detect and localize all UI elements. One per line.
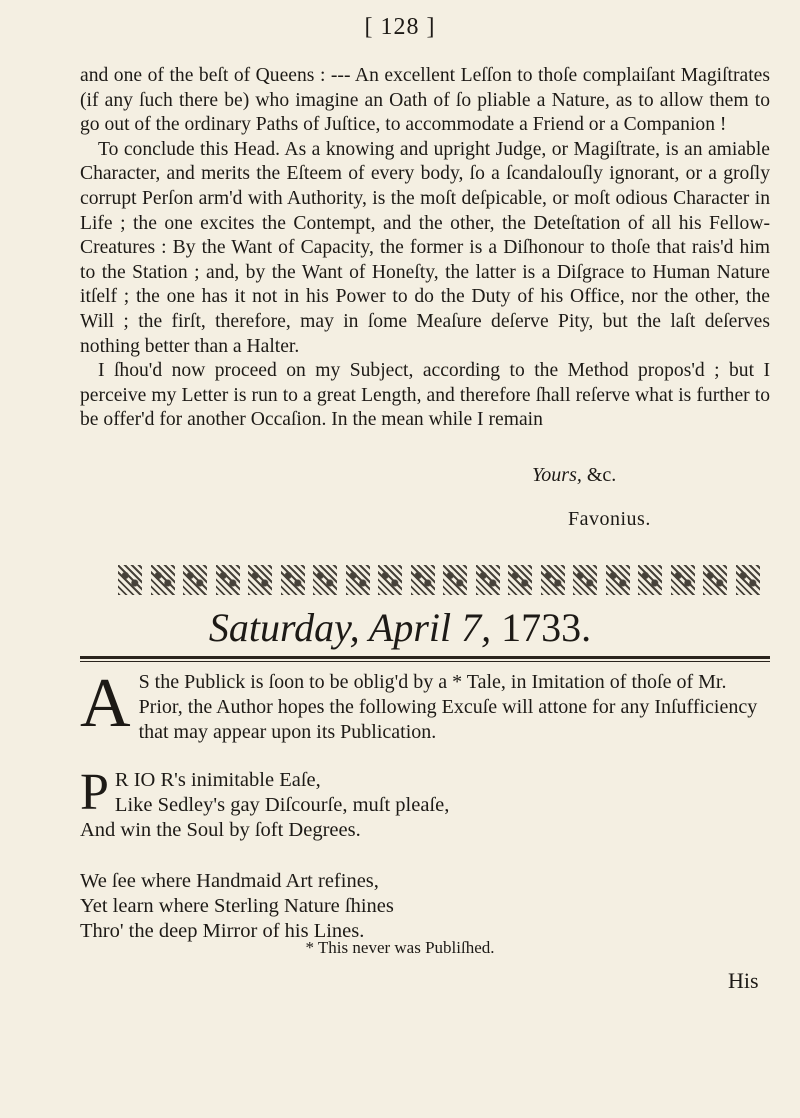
signoff-yours-text: Yours, bbox=[532, 464, 582, 486]
ornament-unit bbox=[378, 565, 402, 595]
paragraph-2: To conclude this Head. As a knowing and upright Judge, or Magiſtrate, is an amiable Character, and merits the Eſteem of every body, ſo a ſcandalouſly ignorant, or a groſly corrupt Perſon arm'd with Authority, is the moſt deſpicable, or moſt odious Character in Life ; the one excites the Contempt, and the other, the Deteſtation of all his Fellow-Creatures : By the Want of Capacity, the former is a Diſhonour to thoſe that rais'd him to the Station ; and, by the Want of Honeſty, the latter is a Diſgrace to Human Nature itſelf ; the one has it not in his Power to do the Duty of his Office, nor the other, the Will ; the firſt, therefore, may in ſome Meaſure deſerve Pity, but the laſt deſerves nothing better than a Halter. bbox=[80, 138, 770, 357]
ornament-unit bbox=[118, 565, 142, 595]
ornament-unit bbox=[638, 565, 662, 595]
signoff-yours bbox=[532, 464, 616, 487]
verse-line: Yet learn where Sterling Nature ſhines bbox=[80, 895, 394, 917]
ornament-unit bbox=[671, 565, 695, 595]
ornament-unit bbox=[281, 565, 305, 595]
verse-stanza-2 bbox=[80, 869, 770, 944]
ornament-unit bbox=[476, 565, 500, 595]
verse-dropcap: P bbox=[80, 764, 109, 821]
divider-rule bbox=[80, 656, 770, 659]
paragraph-3: I ſhou'd now proceed on my Subject, according to the Method propos'd ; but I perceive my Letter is run to a great Length, and therefore ſhall reſerve what is further to be offer'd for another Occaſion. In the mean while I remain bbox=[80, 360, 770, 431]
date-heading bbox=[0, 604, 800, 651]
date-heading-year: 1733. bbox=[491, 605, 592, 650]
ornament-unit bbox=[443, 565, 467, 595]
ornament-unit bbox=[248, 565, 272, 595]
intro-text: S the Publick is ſoon to be oblig'd by a * Tale, in Imitation of thoſe of Mr. Prior, the Author hopes the following Excuſe will attone for any Inſufficiency that may appear upon its Publication. bbox=[138, 671, 758, 743]
intro-dropcap: A bbox=[80, 665, 131, 742]
ornament-unit bbox=[541, 565, 565, 595]
ornament-unit bbox=[313, 565, 337, 595]
ornament-unit bbox=[216, 565, 240, 595]
ornament-unit bbox=[606, 565, 630, 595]
verse-stanza-1 bbox=[80, 764, 770, 843]
page-number: [ 128 ] bbox=[364, 14, 436, 40]
catchword: His bbox=[728, 968, 759, 993]
letter-body bbox=[80, 64, 770, 433]
footnote: * This never was Publiſhed. bbox=[305, 938, 495, 957]
ornament-unit bbox=[508, 565, 532, 595]
ornament-unit bbox=[346, 565, 370, 595]
intro-paragraph bbox=[80, 665, 770, 745]
verse-line: And win the Soul by ſoft Degrees. bbox=[80, 819, 361, 841]
ornament-unit bbox=[411, 565, 435, 595]
ornament-unit bbox=[183, 565, 207, 595]
date-heading-day: Saturday, April 7, bbox=[208, 605, 492, 650]
verse-line: We ſee where Handmaid Art refines, bbox=[80, 870, 379, 892]
verse-line: R IO R's inimitable Eaſe, bbox=[114, 769, 321, 791]
verse-block bbox=[80, 764, 770, 944]
ornament-unit bbox=[573, 565, 597, 595]
paragraph-1: and one of the beſt of Queens : --- An excellent Leſſon to thoſe complaiſant Magiſtrates (if any ſuch there be) who imagine an Oath of ſo pliable a Nature, as to allow them to go out of the ordinary Paths of Juſtice, to accommodate a Friend or a Companion ! bbox=[80, 65, 770, 136]
ornament-unit bbox=[736, 565, 760, 595]
signoff-name: Favonius. bbox=[568, 508, 651, 530]
divider-rule-thin bbox=[80, 661, 770, 662]
ornament-unit bbox=[151, 565, 175, 595]
verse-line: Like Sedley's gay Diſcourſe, muſt pleaſe, bbox=[114, 794, 450, 816]
verse-line: Thro' the deep Mirror of his Lines. bbox=[80, 920, 365, 942]
signoff-etc: &c. bbox=[581, 464, 617, 486]
ornament-unit bbox=[703, 565, 727, 595]
ornament-border bbox=[118, 558, 760, 602]
